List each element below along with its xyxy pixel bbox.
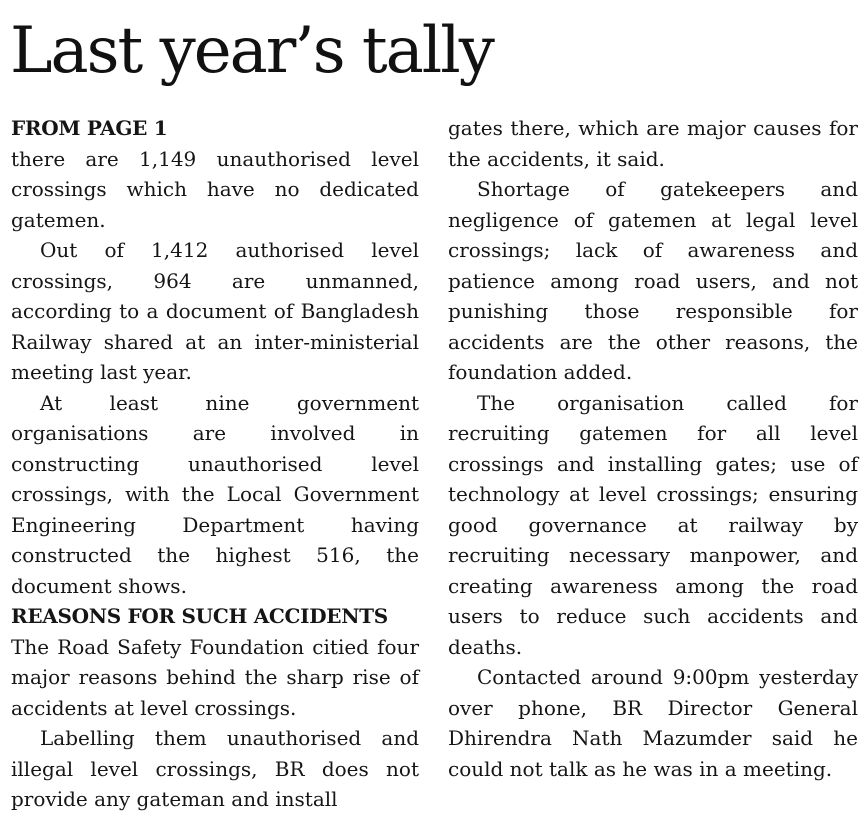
right-column: [448, 113, 858, 784]
paragraph: Contacted around 9:00pm yesterday over phone, BR Director General Dhirendra Nath Mazumder said he could not talk as he was in a meeting.: [448, 665, 858, 781]
paragraph: Out of 1,412 authorised level crossings, 964 are unmanned, according to a document of Bangladesh Railway shared at an inter-ministerial meeting last year.: [11, 238, 419, 384]
paragraph: Labelling them unauthorised and illegal level crossings, BR does not provide any gateman and install: [11, 726, 419, 811]
paragraph: At least nine government organisations are involved in constructing unauthorised level crossings, with the Local Government Engineering Department having constructed the highest 516, the document shows.: [11, 390, 419, 598]
left-column: [11, 113, 419, 815]
paragraph: gates there, which are major causes for the accidents, it said.: [448, 116, 858, 171]
paragraph: there are 1,149 unauthorised level crossings which have no dedicated gatemen.: [11, 146, 419, 232]
paragraph: The Road Safety Foundation citied four major reasons behind the sharp rise of accidents at level crossings.: [11, 634, 419, 720]
paragraph: Shortage of gatekeepers and negligence of gatemen at legal level crossings; lack of awareness and patience among road users, and not punishing those responsible for accidents are the other reasons, the foundation added.: [448, 177, 858, 384]
continuation-kicker: FROM PAGE 1: [11, 116, 168, 140]
subheading: REASONS FOR SUCH ACCIDENTS: [11, 604, 388, 628]
headline: Last year’s tally: [10, 14, 493, 88]
paragraph: The organisation called for recruiting gatemen for all level crossings and installing gates; use of technology at level crossings; ensuring good governance at railway by recruiting necessary manpower, and creating awareness among the road users to reduce such accidents and deaths.: [448, 390, 858, 659]
